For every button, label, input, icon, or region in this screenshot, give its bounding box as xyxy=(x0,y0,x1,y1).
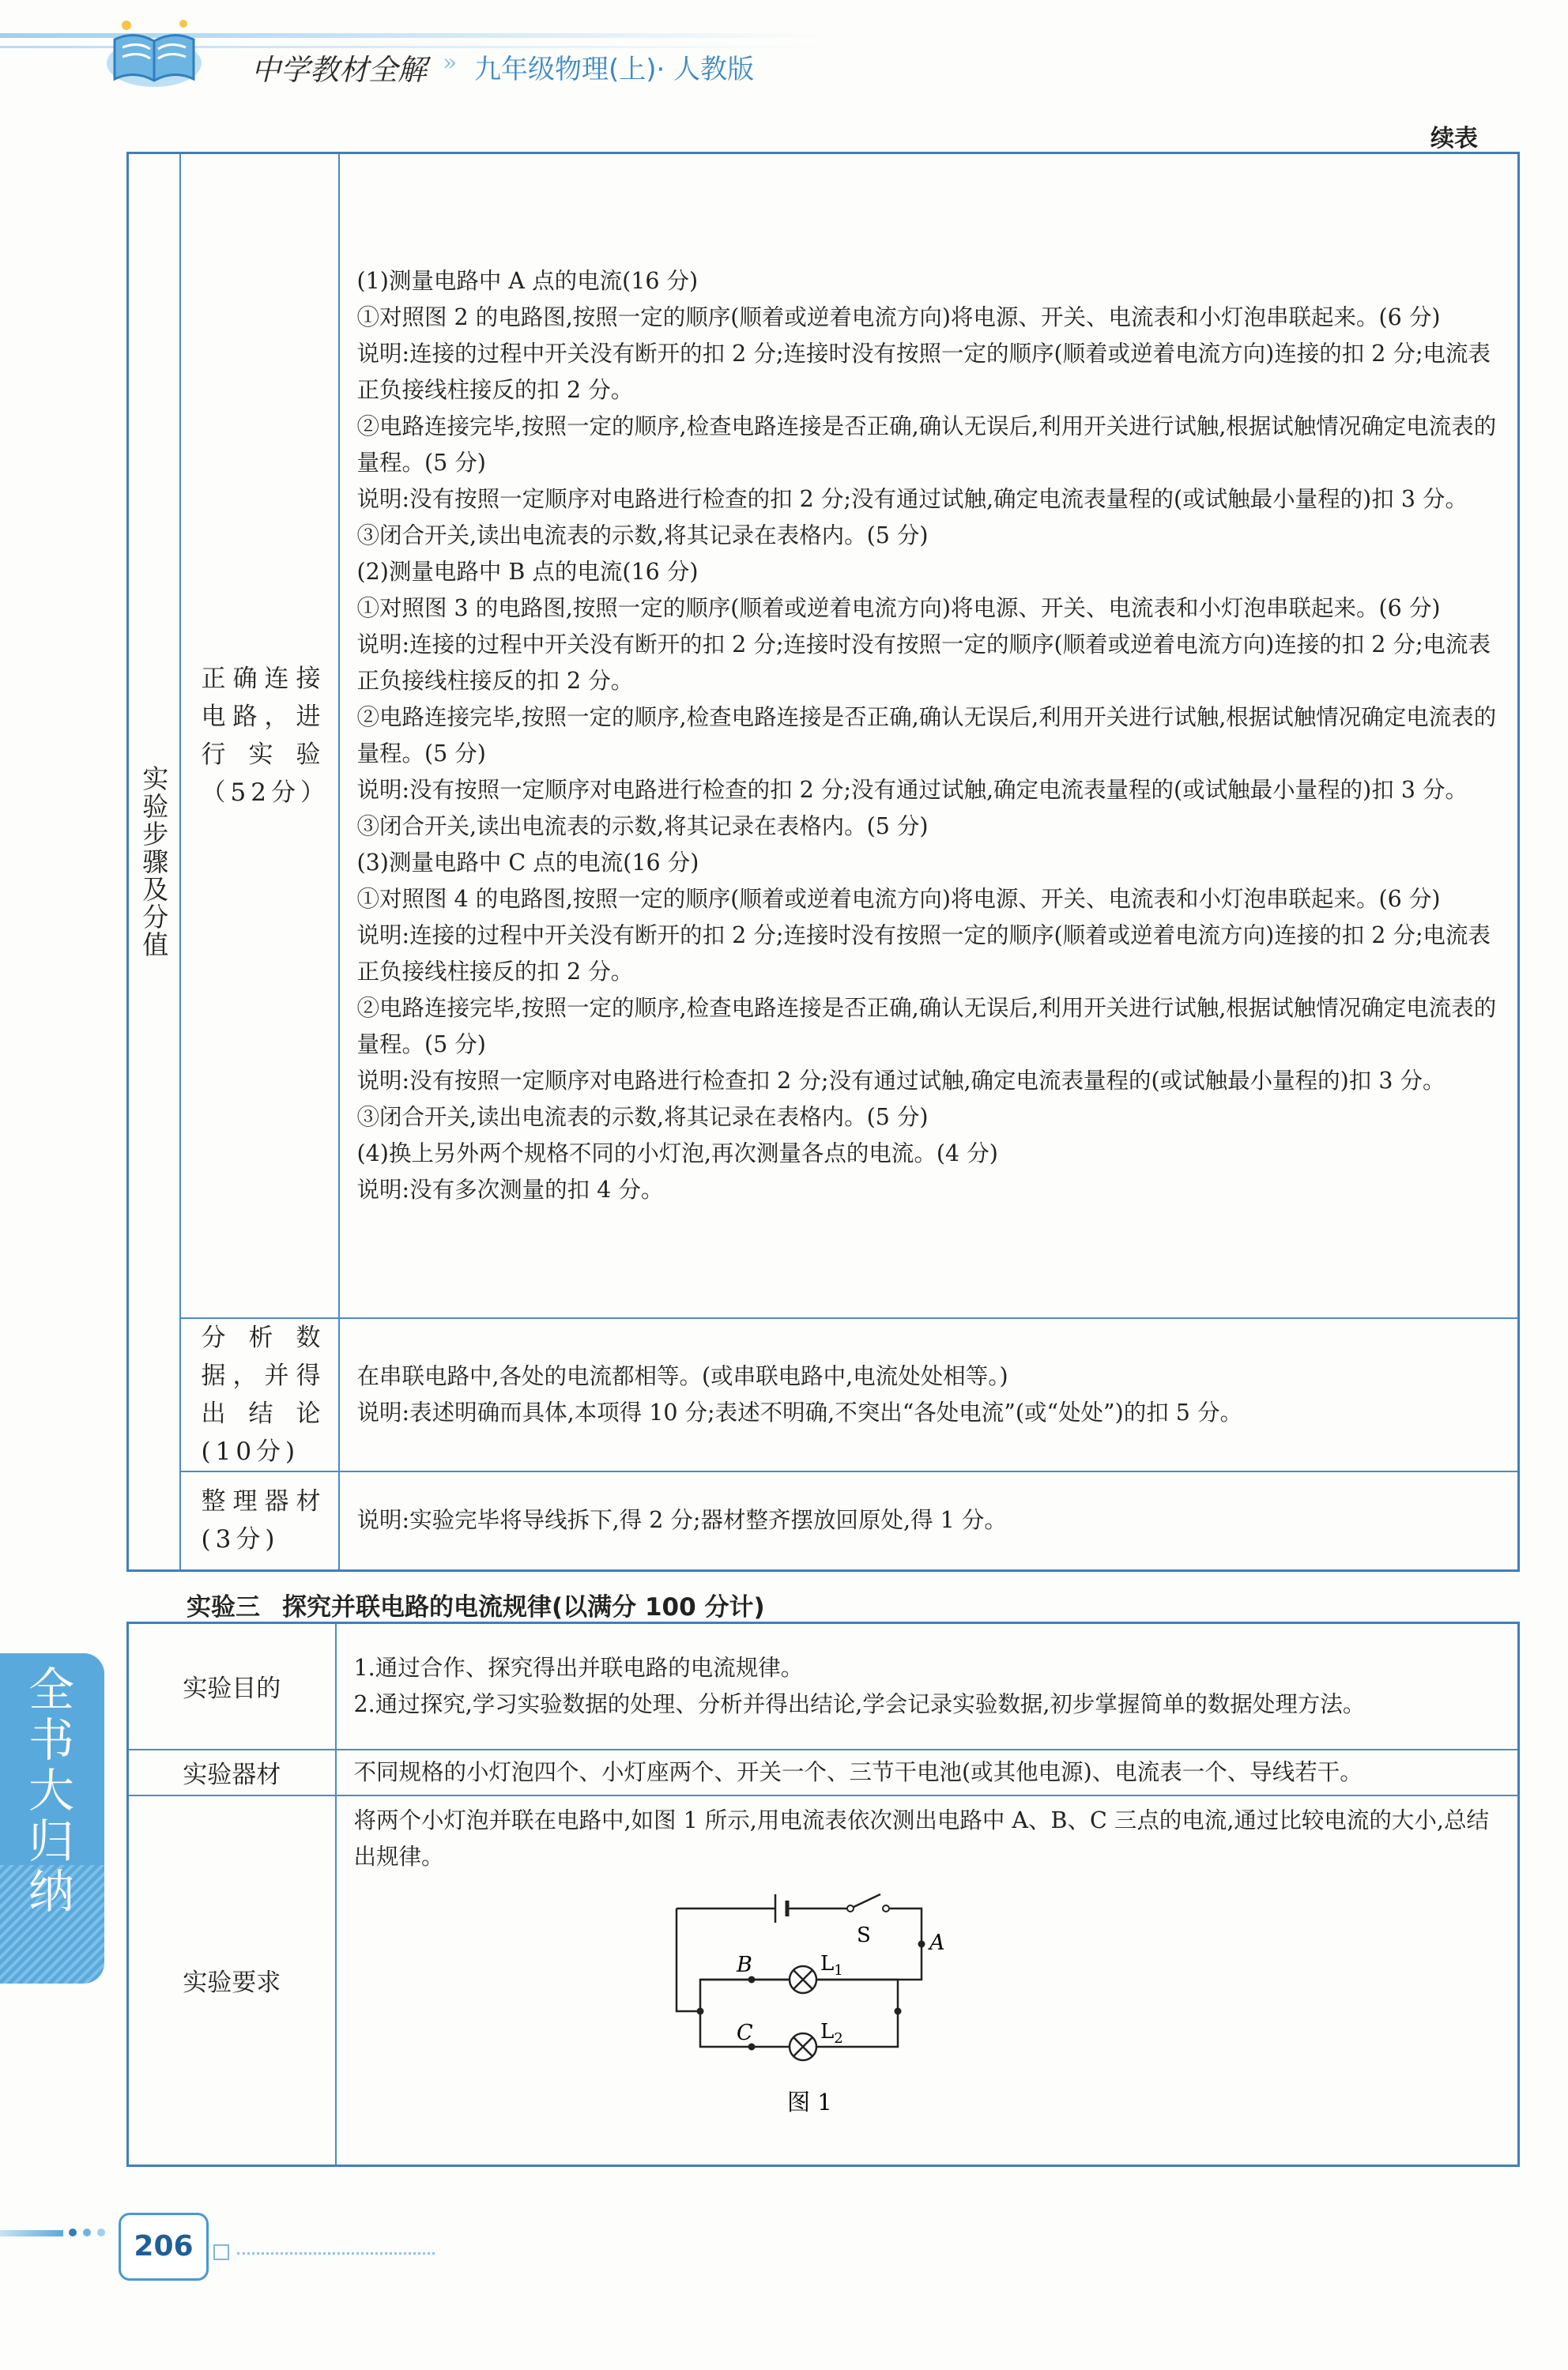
circuit-wire-left xyxy=(677,1908,700,2011)
purpose-label-cell xyxy=(128,1623,336,1750)
step-line: ①对照图 4 的电路图,按照一定的顺序(顺着或逆着电流方向)将电源、开关、电流表和小灯泡串联起来。(6 分) xyxy=(356,885,1441,912)
experiment3-number: 实验三 xyxy=(187,1593,260,1622)
purpose-label: 实验目的 xyxy=(183,1675,281,1704)
step-line: ①对照图 2 的电路图,按照一定的顺序(顺着或逆着电流方向)将电源、开关、电流表和小灯泡串联起来。(6 分) xyxy=(356,303,1441,330)
switch-contact-right xyxy=(883,1905,889,1912)
junction-right xyxy=(894,2007,901,2014)
page-number: 206 xyxy=(119,2213,209,2281)
connect-label: 正确连接电路，进行实验（52分） xyxy=(201,664,330,807)
step-line: (1)测量电路中 A 点的电流(16 分) xyxy=(356,267,699,294)
equipment-text: 不同规格的小灯泡四个、小灯座两个、开关一个、三节干电池(或其他电源)、电流表一个、导线若干。 xyxy=(353,1758,1363,1785)
lamp-l2-icon xyxy=(790,2033,816,2060)
step-line: (4)换上另外两个规格不同的小灯泡,再次测量各点的电流。(4 分) xyxy=(356,1140,998,1166)
connect-content-cell xyxy=(339,153,1519,1318)
equipment-content-cell xyxy=(336,1750,1519,1795)
chevron-right-icon: » xyxy=(443,49,458,77)
point-a-label: A xyxy=(929,1930,944,1955)
switch-label: S xyxy=(856,1923,871,1947)
analyze-label: 分析数据，并得出结论(10分) xyxy=(201,1323,326,1466)
conclusion-line: 说明:表述明确而具体,本项得 10 分;表述不明确,不突出“各处电流”(或“处处”)的扣 5 分。 xyxy=(356,1399,1242,1426)
equipment-label: 实验器材 xyxy=(183,1761,281,1789)
analyze-label-cell xyxy=(180,1318,339,1471)
switch-blade xyxy=(850,1894,880,1908)
step-line: 说明:连接的过程中开关没有断开的扣 2 分;连接时没有按照一定的顺序(顺着或逆着电流方向)连接的扣 2 分;电流表正负接线柱接反的扣 2 分。 xyxy=(356,340,1491,403)
lamp1-label: $L_1$ xyxy=(820,1951,843,1979)
point-b-label: B xyxy=(736,1952,752,1977)
purpose-content-cell xyxy=(336,1623,1519,1750)
requirements-label-cell xyxy=(128,1795,336,2166)
analyze-content-cell xyxy=(339,1318,1519,1471)
experiment3-table xyxy=(126,1622,1520,2167)
tidy-line: 说明:实验完毕将导线拆下,得 2 分;器材整齐摆放回原处,得 1 分。 xyxy=(356,1507,1007,1534)
tidy-text xyxy=(340,1496,1518,1545)
purpose-line: 1.通过合作、探究得出并联电路的电流规律。 xyxy=(353,1654,804,1681)
requirements-label: 实验要求 xyxy=(183,1969,281,1998)
book-title: 九年级物理(上)· 人教版 xyxy=(474,54,755,85)
step-line: 说明:没有按照一定顺序对电路进行检查扣 2 分;没有通过试触,确定电流表量程的(或试触最小量程的)扣 3 分。 xyxy=(356,1067,1446,1094)
lamp2-label: $L_2$ xyxy=(820,2019,843,2047)
requirements-content-cell xyxy=(336,1795,1519,2166)
section-label-cell xyxy=(128,153,180,1571)
section-label: 实验步骤及分值 xyxy=(138,765,170,959)
scoring-table xyxy=(126,152,1520,1572)
series-title: 中学教材全解 xyxy=(251,53,427,87)
experiment3-title: 探究并联电路的电流规律(以满分 100 分计) xyxy=(282,1593,765,1622)
step-line: ②电路连接完毕,按照一定的顺序,检查电路连接是否正确,确认无误后,利用开关进行试触,根据试触情况确定电流表的量程。(5 分) xyxy=(356,703,1497,767)
lamp-l1-icon xyxy=(790,1966,816,1993)
parallel-circuit-diagram xyxy=(669,1885,1064,2122)
purpose-line: 2.通过探究,学习实验数据的处理、分析并得出结论,学会记录实验数据,初步掌握简单的数据处理方法。 xyxy=(353,1690,1366,1717)
footer-dots-icon xyxy=(66,2227,122,2238)
step-line: 说明:没有多次测量的扣 4 分。 xyxy=(356,1176,664,1203)
tidy-label: 整理器材(3分) xyxy=(201,1487,326,1554)
switch-contact-left xyxy=(847,1905,854,1912)
step-line: ③闭合开关,读出电流表的示数,将其记录在表格内。(5 分) xyxy=(356,812,929,839)
point-c-label: C xyxy=(736,2020,753,2045)
requirements-text: 将两个小灯泡并联在电路中,如图 1 所示,用电流表依次测出电路中 A、B、C 三点的电流,通过比较电流的大小,总结出规律。 xyxy=(353,1807,1489,1870)
step-line: ③闭合开关,读出电流表的示数,将其记录在表格内。(5 分) xyxy=(356,1103,929,1130)
junction-left xyxy=(696,2007,703,2014)
purpose-text xyxy=(337,1644,1518,1729)
analyze-text xyxy=(340,1352,1518,1437)
step-line: ②电路连接完毕,按照一定的顺序,检查电路连接是否正确,确认无误后,利用开关进行试触,根据试触情况确定电流表的量程。(5 分) xyxy=(356,413,1497,476)
step-line: ③闭合开关,读出电流表的示数,将其记录在表格内。(5 分) xyxy=(356,522,929,548)
experiment3-heading xyxy=(187,1587,787,1622)
continued-label: 续表 xyxy=(1430,125,1478,153)
step-line: 说明:没有按照一定顺序对电路进行检查的扣 2 分;没有通过试触,确定电流表量程的(或试触最小量程的)扣 3 分。 xyxy=(356,776,1468,803)
footer-square-icon xyxy=(213,2244,229,2260)
equipment-label-cell xyxy=(128,1750,336,1795)
figure-caption: 图 1 xyxy=(786,2088,832,2116)
connect-steps xyxy=(340,257,1518,1215)
step-line: ①对照图 3 的电路图,按照一定的顺序(顺着或逆着电流方向)将电源、开关、电流表和小灯泡串联起来。(6 分) xyxy=(356,594,1441,621)
conclusion-line: 在串联电路中,各处的电流都相等。(或串联电路中,电流处处相等。) xyxy=(356,1362,1008,1389)
step-line: (3)测量电路中 C 点的电流(16 分) xyxy=(356,849,699,876)
step-line: ②电路连接完毕,按照一定的顺序,检查电路连接是否正确,确认无误后,利用开关进行试触,根据试触情况确定电流表的量程。(5 分) xyxy=(356,994,1497,1057)
tidy-content-cell xyxy=(339,1471,1519,1571)
step-line: 说明:连接的过程中开关没有断开的扣 2 分;连接时没有按照一定的顺序(顺着或逆着电流方向)连接的扣 2 分;电流表正负接线柱接反的扣 2 分。 xyxy=(356,631,1491,694)
footer-bar xyxy=(0,2230,63,2236)
tidy-label-cell xyxy=(180,1471,339,1571)
step-line: 说明:没有按照一定顺序对电路进行检查的扣 2 分;没有通过试触,确定电流表量程的(或试触最小量程的)扣 3 分。 xyxy=(356,485,1468,512)
node-a xyxy=(918,1940,925,1947)
step-line: (2)测量电路中 B 点的电流(16 分) xyxy=(356,558,699,585)
step-line: 说明:连接的过程中开关没有断开的扣 2 分;连接时没有按照一定的顺序(顺着或逆着电流方向)连接的扣 2 分;电流表正负接线柱接反的扣 2 分。 xyxy=(356,921,1491,985)
footer-dotted-line xyxy=(237,2252,435,2255)
side-tab-text: 全书大归纳 xyxy=(28,1663,74,1919)
book-logo-icon xyxy=(95,8,213,95)
connect-label-cell xyxy=(180,153,339,1318)
